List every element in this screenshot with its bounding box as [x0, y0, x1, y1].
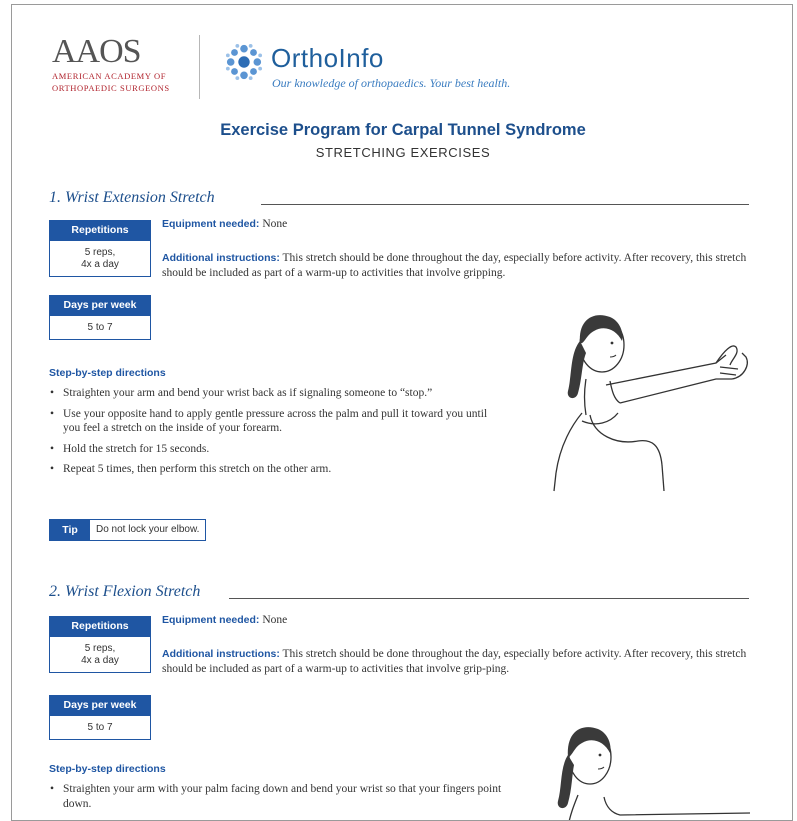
additional-value: This stretch should be done throughout the day, especially before activity. After recovery, this stretch should be included as part of a warm-up to activities that involve grip-ping. [162, 648, 747, 675]
list-item [49, 407, 504, 436]
page-title: Exercise Program for Carpal Tunnel Syndrome [220, 121, 586, 139]
header [52, 35, 652, 110]
tip-label: Tip [50, 520, 90, 540]
repetitions-value-line2: 4x a day [81, 258, 119, 270]
wrist-flexion-illustration [520, 717, 760, 821]
exercise-2-heading-text: 2. Wrist Flexion Stretch [49, 583, 201, 600]
equipment-value: None [262, 218, 288, 230]
repetitions-value-line2: 4x a day [81, 654, 119, 666]
list-item [49, 442, 504, 457]
aaos-logo-subtitle-line1: AMERICAN ACADEMY OF [52, 71, 167, 81]
orthoinfo-tagline: Our knowledge of orthopaedics. Your best health. [272, 76, 511, 90]
days-per-week-label: Days per week [49, 295, 151, 316]
repetitions-value [49, 637, 151, 673]
additional-instructions [162, 251, 757, 281]
bullet: • [50, 407, 55, 420]
repetitions-value-line1: 5 reps, [84, 246, 116, 258]
exercise-1-steps [49, 386, 504, 483]
days-per-week-value: 5 to 7 [49, 716, 151, 740]
page-subtitle: STRETCHING EXERCISES [315, 145, 491, 160]
step-text: Use your opposite hand to apply gentle pressure across the palm and pull it toward you until you feel a stretch on the inside of your forearm. [63, 407, 488, 434]
repetitions-value [49, 241, 151, 277]
days-per-week-label: Days per week [49, 695, 151, 716]
list-item [49, 386, 504, 401]
bullet: • [50, 387, 55, 399]
step-text: Straighten your arm and bend your wrist back as if signaling someone to “stop.” [63, 387, 433, 399]
orthoinfo-cell-icon [225, 43, 263, 81]
step-text: Straighten your arm with your palm facing down and bend your wrist so that your fingers point down. [63, 783, 502, 810]
repetitions-value-line1: 5 reps, [84, 642, 116, 654]
heading-rule [229, 598, 749, 599]
additional-label: Additional instructions: [162, 648, 280, 660]
tip-box [49, 519, 206, 541]
equipment-needed [162, 217, 757, 232]
bullet: • [50, 783, 55, 795]
exercise-1-heading-text: 1. Wrist Extension Stretch [49, 189, 215, 206]
exercise-2-heading [49, 583, 749, 601]
list-item [49, 782, 504, 811]
equipment-label: Equipment needed: [162, 218, 260, 230]
heading-rule [261, 204, 749, 205]
orthoinfo-name: OrthoInfo [271, 43, 384, 73]
additional-value: This stretch should be done throughout the day, especially before activity. After recovery, this stretch should be included as part of a warm-up to activities that involve gripping. [162, 252, 747, 279]
bullet: • [50, 442, 55, 455]
logo-divider [199, 35, 200, 99]
aaos-logo-subtitle-line2: ORTHOPAEDIC SURGEONS [52, 83, 170, 93]
step-text: Repeat 5 times, then perform this stretch on the other arm. [63, 463, 332, 475]
days-per-week-value: 5 to 7 [49, 316, 151, 340]
additional-label: Additional instructions: [162, 252, 280, 264]
document-page [11, 4, 793, 821]
step-by-step-heading: Step-by-step directions [49, 367, 166, 379]
additional-instructions [162, 647, 757, 677]
repetitions-label: Repetitions [49, 616, 151, 637]
equipment-needed [162, 613, 757, 628]
wrist-extension-illustration [520, 295, 760, 495]
equipment-value: None [262, 614, 288, 626]
equipment-label: Equipment needed: [162, 614, 260, 626]
aaos-logo [52, 35, 182, 95]
bullet: • [50, 463, 55, 475]
tip-text: Do not lock your elbow. [96, 524, 200, 535]
step-by-step-heading: Step-by-step directions [49, 763, 166, 775]
step-text: Hold the stretch for 15 seconds. [63, 442, 210, 455]
exercise-1-heading [49, 189, 749, 207]
aaos-logo-text: AAOS [52, 33, 141, 70]
repetitions-label: Repetitions [49, 220, 151, 241]
exercise-2-steps [49, 782, 504, 817]
list-item [49, 462, 504, 477]
